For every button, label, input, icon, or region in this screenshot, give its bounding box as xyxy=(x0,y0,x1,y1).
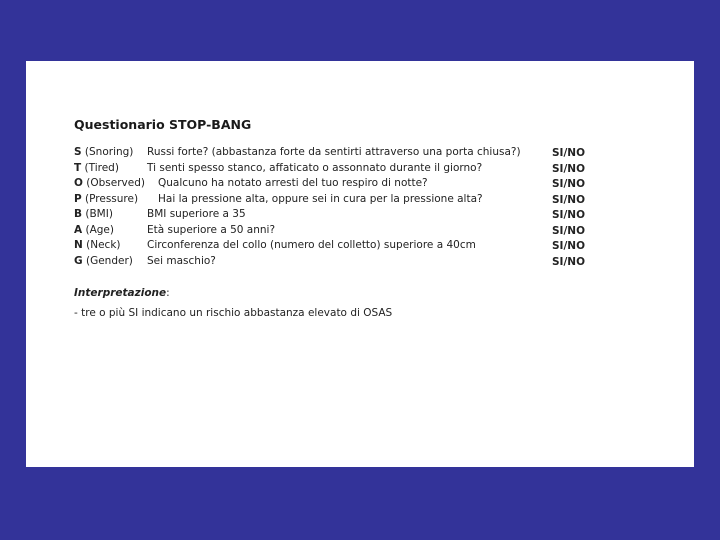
question-text: Età superiore a 50 anni? xyxy=(147,223,276,236)
question-row-pressure xyxy=(74,192,674,208)
interpretation-heading xyxy=(74,287,170,299)
answer-options: SI/NO xyxy=(552,224,586,237)
answer-options: SI/NO xyxy=(552,193,586,206)
question-letter: S xyxy=(74,146,82,158)
question-row-observed xyxy=(74,176,674,192)
answer-options: SI/NO xyxy=(552,255,586,268)
question-category: (Gender) xyxy=(85,254,133,267)
question-row-snoring xyxy=(74,145,674,161)
question-text: Russi forte? (abbastanza forte da sentirti attraverso una porta chiusa?) xyxy=(147,146,521,158)
document-title: Questionario STOP-BANG xyxy=(74,117,252,132)
question-row-bmi xyxy=(74,207,674,223)
question-category: (Snoring) xyxy=(84,146,134,158)
question-category: (BMI) xyxy=(85,208,113,220)
question-letter: G xyxy=(74,254,83,267)
question-category: (Pressure) xyxy=(85,192,139,205)
question-row-age xyxy=(74,223,674,239)
question-letter: O xyxy=(74,177,83,189)
question-text: Sei maschio? xyxy=(147,254,216,267)
question-text: Qualcuno ha notato arresti del tuo respiro di notte? xyxy=(158,177,428,189)
question-category: (Age) xyxy=(85,223,114,236)
question-text: Ti senti spesso stanco, affaticato o assonnato durante il giorno? xyxy=(147,161,483,174)
question-letter: A xyxy=(74,223,83,236)
question-category: (Observed) xyxy=(86,177,145,189)
question-letter: T xyxy=(74,161,82,174)
question-category: (Neck) xyxy=(86,239,121,251)
interpretation-text: - tre o più SI indicano un rischio abbastanza elevato di OSAS xyxy=(74,307,393,319)
question-letter: N xyxy=(74,239,83,251)
question-text: Hai la pressione alta, oppure sei in cura per la pressione alta? xyxy=(158,192,483,205)
questionnaire-list xyxy=(74,145,674,269)
answer-options: SI/NO xyxy=(552,240,586,252)
question-row-neck xyxy=(74,238,674,254)
document-page xyxy=(26,61,694,467)
question-text: Circonferenza del collo (numero del colletto) superiore a 40cm xyxy=(147,239,476,251)
answer-options: SI/NO xyxy=(552,162,586,175)
answer-options: SI/NO xyxy=(552,147,586,159)
interpretation-colon: : xyxy=(166,287,170,299)
question-row-gender xyxy=(74,254,674,270)
question-text: BMI superiore a 35 xyxy=(147,208,246,220)
question-letter: B xyxy=(74,208,83,220)
interpretation-label: Interpretazione xyxy=(74,287,167,299)
answer-options: SI/NO xyxy=(552,178,586,190)
answer-options: SI/NO xyxy=(552,209,586,221)
question-letter: P xyxy=(74,192,82,205)
question-row-tired xyxy=(74,161,674,177)
question-category: (Tired) xyxy=(84,161,119,174)
